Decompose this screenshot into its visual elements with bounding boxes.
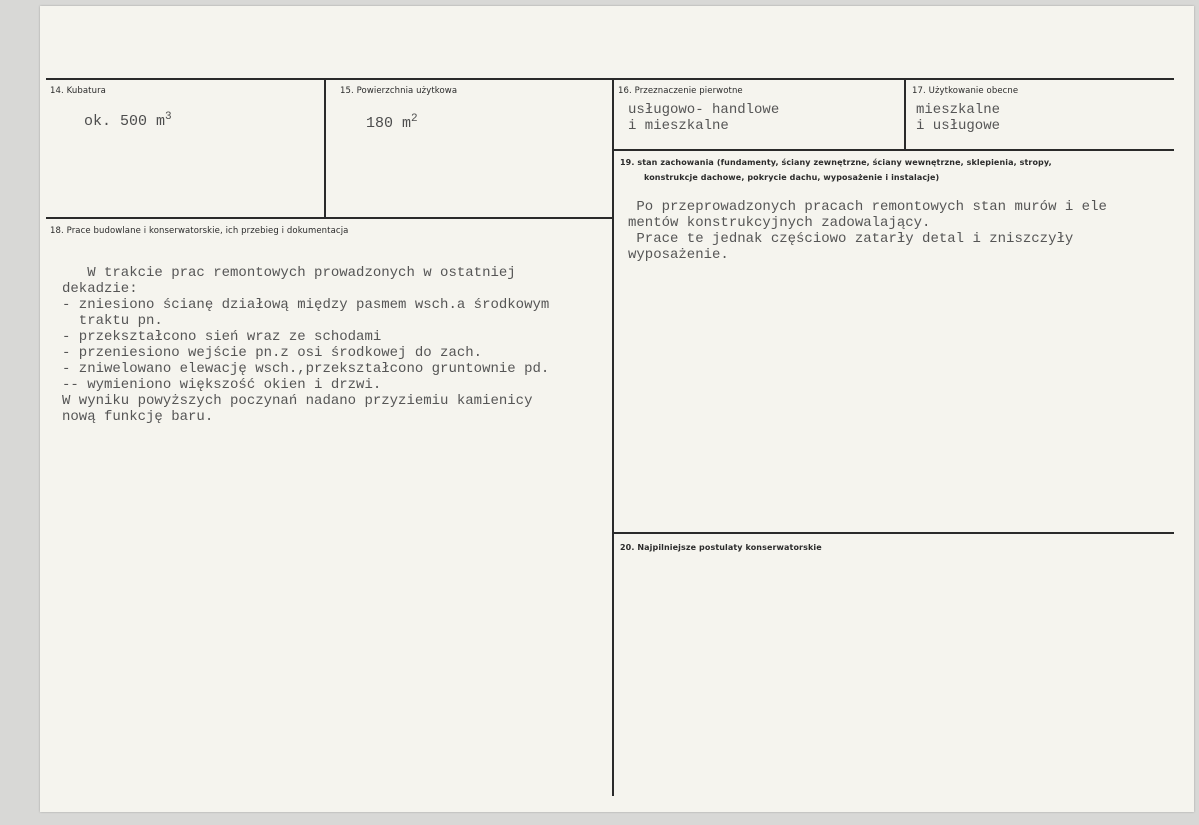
field-14-value-text: ok. 500 m	[84, 113, 166, 130]
field-16-value-line-1: usługowo- handlowe	[628, 102, 780, 118]
record-card-sheet	[40, 6, 1194, 812]
field-18-text-line-5: - przekształcono sień wraz ze schodami	[62, 329, 382, 345]
field-18-text-line-1: W trakcie prac remontowych prowadzonych w ostatniej	[62, 265, 516, 281]
field-18-text-line-6: - przeniesiono wejście pn.z osi środkowej do zach.	[62, 345, 483, 361]
field-20-label: 20. Najpilniejsze postulaty konserwatorskie	[620, 543, 822, 552]
field-18-text-line-2: dekadzie:	[62, 281, 138, 297]
field-15-label: 15. Powierzchnia użytkowa	[340, 86, 458, 96]
rule-above-20	[612, 532, 1174, 534]
field-19-text-line-4: wyposażenie.	[628, 247, 729, 263]
field-18-text-line-7: - zniwelowano elewację wsch.,przekształcono gruntownie pd.	[62, 361, 550, 377]
field-19-text-line-2: mentów konstrukcyjnych zadowalający.	[628, 215, 931, 231]
field-14-value	[84, 110, 172, 130]
field-19-text-line-3: Prace te jednak częściowo zatarły detal i zniszczyły	[628, 231, 1074, 247]
divider-16-17	[904, 78, 906, 150]
divider-14-15	[324, 78, 326, 218]
field-16-value-line-2: i mieszkalne	[628, 118, 729, 134]
field-17-label: 17. Użytkowanie obecne	[912, 86, 1019, 96]
field-18-label: 18. Prace budowlane i konserwatorskie, ich przebieg i dokumentacja	[50, 226, 349, 236]
field-18-text-line-10: nową funkcję baru.	[62, 409, 214, 425]
field-18-text-line-3: - zniesiono ścianę działową między pasmem wsch.a środkowym	[62, 297, 550, 313]
field-19-text-line-1: Po przeprowadzonych pracach remontowych stan murów i ele	[628, 199, 1107, 215]
field-18-text-line-9: W wyniku powyższych poczynań nadano przyziemiu kamienicy	[62, 393, 533, 409]
field-15-value-text: 180 m	[366, 115, 412, 132]
rule-above-19	[612, 149, 1174, 151]
field-14-superscript: 3	[165, 111, 172, 123]
field-15-superscript: 2	[411, 113, 418, 125]
divider-main	[612, 78, 614, 796]
field-15-value	[366, 112, 418, 132]
field-17-value-line-2: i usługowe	[916, 118, 1001, 134]
field-14-label: 14. Kubatura	[50, 86, 106, 96]
field-19-label-line-2: konstrukcje dachowe, pokrycie dachu, wyposażenie i instalacje)	[644, 173, 940, 182]
field-19-label-line-1: 19. stan zachowania (fundamenty, ściany zewnętrzne, ściany wewnętrzne, sklepienia, stropy,	[620, 158, 1052, 167]
field-16-label: 16. Przeznaczenie pierwotne	[618, 86, 743, 96]
field-18-text-line-8: -- wymieniono większość okien i drzwi.	[62, 377, 382, 393]
field-18-text-line-4: traktu pn.	[62, 313, 163, 329]
top-rule	[46, 78, 1174, 80]
rule-above-18	[46, 217, 614, 219]
field-17-value-line-1: mieszkalne	[916, 102, 1001, 118]
